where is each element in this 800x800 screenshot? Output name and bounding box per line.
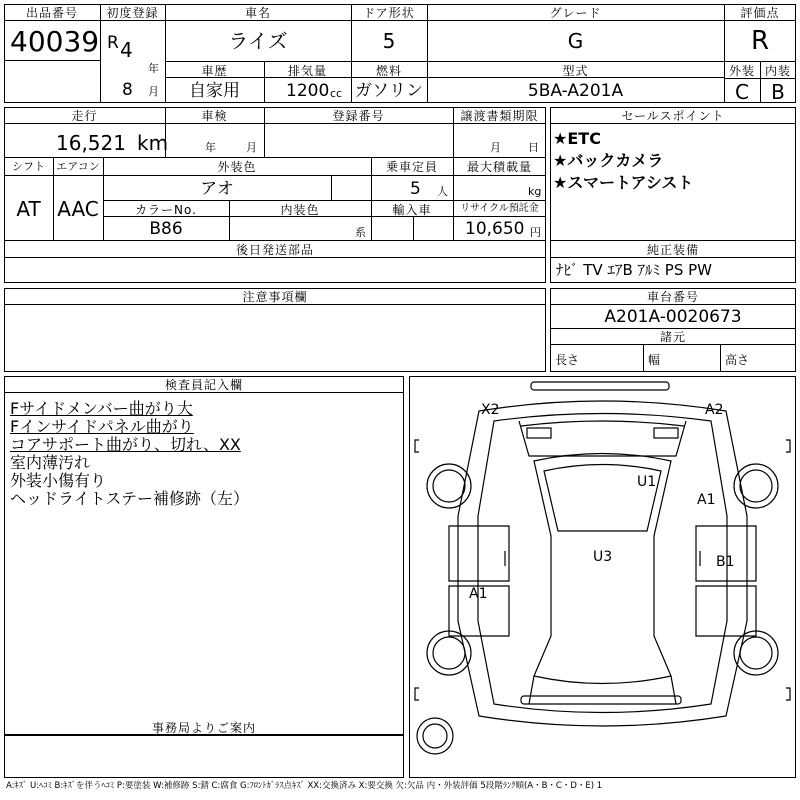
capacity-value: 5: [410, 179, 421, 199]
exterior-color-label: 外装色: [217, 160, 257, 174]
car-name-value: ライズ: [228, 29, 288, 53]
shift-value: AT: [16, 197, 41, 221]
sales-point: ★ETC: [553, 129, 601, 148]
car-name-label: 車名: [244, 6, 271, 20]
damage-mark: X2: [481, 402, 500, 418]
divider: [331, 176, 332, 201]
recycle-deposit-value: 10,650: [465, 219, 525, 239]
first-registration-label: 初度登録: [106, 6, 159, 20]
interior-label: 内装: [764, 64, 791, 78]
damage-mark: B1: [716, 554, 735, 570]
exterior-color-value: アオ: [200, 179, 234, 199]
height-label: 高さ: [725, 353, 750, 367]
sales-point: ★スマートアシスト: [553, 173, 694, 192]
later-parts-label: 後日発送部品: [235, 243, 314, 257]
grade-value: G: [567, 29, 584, 53]
month-value: 8: [122, 80, 133, 100]
damage-mark: A1: [469, 586, 488, 602]
max-load-label: 最大積載量: [466, 160, 532, 174]
transfer-deadline-label: 譲渡書類期限: [460, 109, 539, 123]
chassis-label: 車台番号: [646, 290, 699, 304]
import-label: 輸入車: [392, 203, 432, 217]
displacement-unit: cc: [330, 87, 343, 100]
grade-label: グレード: [549, 6, 602, 20]
equipment-label: 純正装備: [646, 243, 699, 257]
divider: [4, 376, 404, 735]
inspector-note: Fインサイドパネル曲がり: [10, 417, 194, 436]
damage-mark: A2: [705, 402, 724, 418]
inspector-notes-label: 検査員記入欄: [164, 378, 243, 392]
shift-label: シフト: [12, 160, 45, 173]
model-value: 5BA-A201A: [527, 81, 624, 101]
lot-number-value: 40039: [10, 25, 100, 58]
damage-mark: A1: [697, 492, 716, 508]
chassis-value: A201A-0020673: [604, 307, 742, 327]
width-label: 幅: [648, 353, 661, 367]
displacement-value: 1200: [286, 81, 330, 101]
transfer-month-unit: 月: [490, 141, 501, 154]
history-value: 自家用: [189, 81, 240, 101]
inspection-month-unit: 月: [246, 141, 257, 154]
car-diagram: [409, 376, 796, 778]
aircon-value: AAC: [57, 197, 99, 221]
sales-points-label: セールスポイント: [621, 109, 725, 123]
color-number-label: カラーNo.: [135, 203, 197, 217]
history-label: 車歴: [201, 64, 228, 78]
exterior-value: C: [735, 80, 749, 104]
model-label: 型式: [562, 64, 589, 78]
divider: [643, 345, 644, 372]
damage-mark: U1: [637, 474, 657, 490]
era-value: R: [107, 33, 119, 53]
max-load-unit: kg: [528, 185, 542, 198]
exterior-label: 外装: [728, 64, 755, 78]
length-label: 長さ: [555, 353, 580, 367]
fuel-value: ガソリン: [355, 81, 423, 101]
aircon-label: エアコン: [56, 160, 100, 173]
inspector-note: コアサポート曲がり、切れ、XX: [10, 435, 241, 454]
recycle-deposit-unit: 円: [530, 226, 541, 239]
divider: [413, 217, 414, 241]
mileage-value: 16,521: [56, 131, 126, 155]
fuel-label: 燃料: [375, 64, 402, 78]
capacity-unit: 人: [437, 185, 448, 198]
month-unit: 月: [148, 85, 159, 98]
interior-value: B: [771, 80, 785, 104]
registration-number-label: 登録番号: [332, 109, 385, 123]
displacement-label: 排気量: [287, 64, 327, 78]
caution-label: 注意事項欄: [242, 290, 308, 304]
recycle-deposit-label: リサイクル預託金: [460, 203, 539, 214]
equipment-value: ﾅﾋﾞ TV ｴｱB ｱﾙﾐ PS PW: [556, 261, 712, 279]
score-label: 評価点: [740, 6, 780, 20]
legend: A:ｷｽﾞ U:ﾍｺﾐ B:ｷｽﾞを伴うﾍｺﾐ P:要塗装 W:補修跡 S:錆 C:腐食 G:ﾌﾛﾝﾄｶﾞﾗｽ点ｷｽﾞ XX:交換済み X:要交換 欠:欠品 内・外装評価 5段階ﾗﾝｸ順(A・B・C・D・E) 1: [6, 781, 603, 791]
lot-number-label: 出品番号: [25, 6, 78, 20]
interior-color-unit: 系: [355, 226, 366, 239]
inspector-note: 外装小傷有り: [10, 471, 107, 490]
inspector-note: 室内薄汚れ: [10, 453, 91, 472]
mileage-unit: km: [137, 131, 169, 155]
door-value: 5: [382, 29, 396, 53]
inspection-year-unit: 年: [205, 141, 216, 154]
score-value: R: [750, 26, 770, 56]
dimensions-label: 諸元: [659, 330, 686, 344]
color-number-value: B86: [149, 219, 183, 239]
interior-color-label: 内装色: [280, 203, 320, 217]
divider: [720, 345, 721, 372]
damage-mark: U3: [593, 549, 613, 565]
inspector-note: ヘッドライトステー補修跡（左）: [10, 489, 250, 508]
office-notice-label: 事務局よりご案内: [151, 721, 256, 735]
capacity-label: 乗車定員: [385, 160, 438, 174]
inspection-label: 車検: [201, 109, 228, 123]
year-unit: 年: [148, 62, 159, 75]
year-value: 4: [120, 38, 133, 62]
transfer-day-unit: 日: [528, 141, 539, 154]
mileage-label: 走行: [71, 109, 98, 123]
inspector-note: Fサイドメンバー曲がり大: [10, 399, 193, 418]
sales-point: ★バックカメラ: [553, 151, 664, 170]
door-label: ドア形状: [363, 6, 415, 20]
